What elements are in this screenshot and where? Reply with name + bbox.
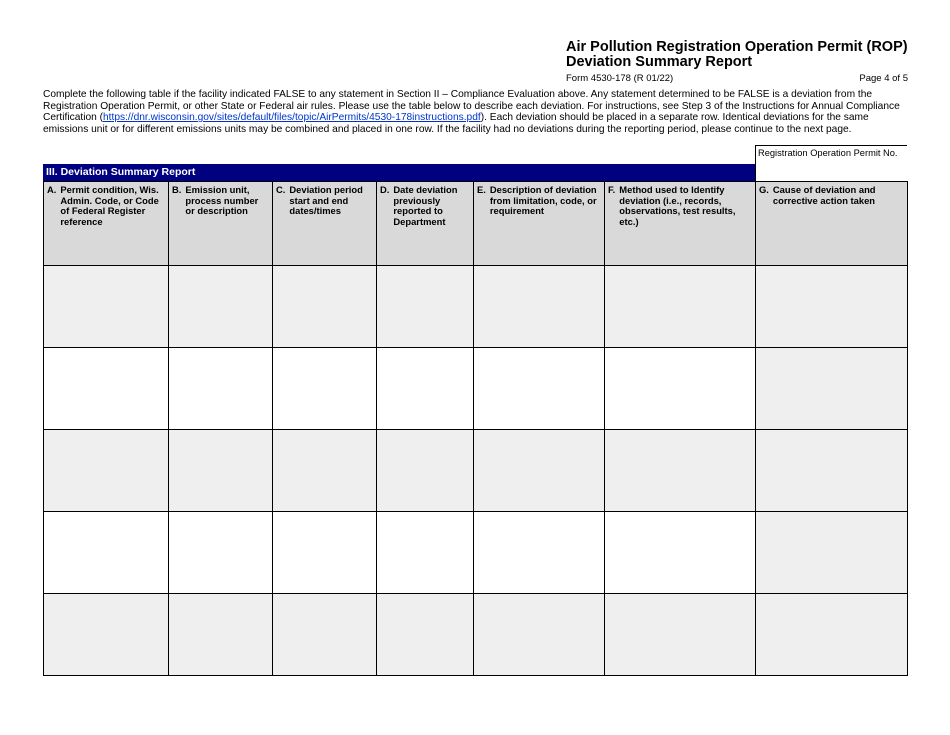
table-cell-r1-c[interactable] [272, 265, 377, 348]
table-cell-r4-g[interactable] [755, 511, 908, 594]
table-cell-r2-d[interactable] [376, 347, 474, 430]
column-header-f [604, 181, 756, 266]
permit-number-field[interactable] [755, 145, 907, 181]
table-cell-r3-c[interactable] [272, 429, 377, 512]
column-label: Emission unit, process number or description [185, 184, 259, 217]
instructions-text-1: Complete the following table if the facility indicated FALSE to any statement in Section II – Compliance Evaluation above. Any statement determined to be FALSE is a deviation from the Registration Operation Permit, or other State or Federal air rules. Please use the table below to describe each deviation. For instructions, see Step 3 of the Instructions for Annual Compliance Certification ( [43, 89, 900, 124]
table-cell-r5-c[interactable] [272, 593, 377, 676]
table-cell-r2-c[interactable] [272, 347, 377, 430]
table-cell-r5-a[interactable] [43, 593, 169, 676]
table-cell-r1-d[interactable] [376, 265, 474, 348]
table-cell-r3-g[interactable] [755, 429, 908, 512]
table-cell-r4-b[interactable] [168, 511, 273, 594]
column-header-a [43, 181, 169, 266]
table-cell-r5-e[interactable] [473, 593, 605, 676]
table-cell-r4-f[interactable] [604, 511, 756, 594]
table-cell-r1-a[interactable] [43, 265, 169, 348]
form-title-line2: Deviation Summary Report [566, 54, 753, 70]
table-cell-r2-a[interactable] [43, 347, 169, 430]
table-cell-r3-e[interactable] [473, 429, 605, 512]
column-label: Cause of deviation and corrective action taken [772, 184, 876, 206]
column-letter: B. [172, 184, 182, 195]
table-cell-r4-e[interactable] [473, 511, 605, 594]
permit-number-label: Registration Operation Permit No. [758, 148, 898, 158]
column-label: Deviation period start and end dates/times [289, 184, 363, 217]
column-label: Permit condition, Wis. Admin. Code, or Code of Federal Register reference [60, 184, 159, 227]
table-cell-r2-e[interactable] [473, 347, 605, 430]
table-cell-r1-g[interactable] [755, 265, 908, 348]
instructions-text-2: ). Each deviation should be placed in a separate row. Identical deviations for the same emissions unit or for different emissions units may be combined and placed in one row. If the facility had no deviations during the reporting period, please continue to the next page. [43, 112, 869, 135]
table-cell-r4-d[interactable] [376, 511, 474, 594]
column-header-g [755, 181, 908, 266]
column-letter: C. [276, 184, 286, 195]
table-cell-r5-b[interactable] [168, 593, 273, 676]
column-letter: E. [477, 184, 486, 195]
form-number: Form 4530-178 (R 01/22) [566, 73, 674, 84]
table-cell-r3-a[interactable] [43, 429, 169, 512]
column-letter: A. [47, 184, 57, 195]
form-title-line1: Air Pollution Registration Operation Permit (ROP) [566, 39, 908, 55]
column-label: Method used to Identify deviation (i.e., records, observations, test results, etc.) [619, 184, 736, 227]
table-cell-r1-b[interactable] [168, 265, 273, 348]
column-header-c [272, 181, 377, 266]
table-cell-r5-g[interactable] [755, 593, 908, 676]
table-cell-r3-f[interactable] [604, 429, 756, 512]
table-cell-r4-a[interactable] [43, 511, 169, 594]
column-label: Date deviation previously reported to Department [393, 184, 458, 227]
column-header-d [376, 181, 474, 266]
table-cell-r5-f[interactable] [604, 593, 756, 676]
column-header-e [473, 181, 605, 266]
table-cell-r1-e[interactable] [473, 265, 605, 348]
form-title [566, 40, 908, 70]
table-cell-r2-g[interactable] [755, 347, 908, 430]
table-cell-r3-b[interactable] [168, 429, 273, 512]
table-cell-r1-f[interactable] [604, 265, 756, 348]
table-cell-r2-b[interactable] [168, 347, 273, 430]
column-letter: F. [608, 184, 616, 195]
instructions-link[interactable]: https://dnr.wisconsin.gov/sites/default/files/topic/AirPermits/4530-178instructions.pdf [103, 112, 481, 124]
table-cell-r4-c[interactable] [272, 511, 377, 594]
instructions-paragraph [43, 89, 908, 135]
column-letter: G. [759, 184, 769, 195]
table-cell-r2-f[interactable] [604, 347, 756, 430]
table-cell-r3-d[interactable] [376, 429, 474, 512]
section-title: III. Deviation Summary Report [43, 164, 755, 181]
column-letter: D. [380, 184, 390, 195]
table-cell-r5-d[interactable] [376, 593, 474, 676]
column-header-b [168, 181, 273, 266]
column-label: Description of deviation from limitation, code, or requirement [489, 184, 597, 217]
page-number: Page 4 of 5 [859, 73, 908, 84]
